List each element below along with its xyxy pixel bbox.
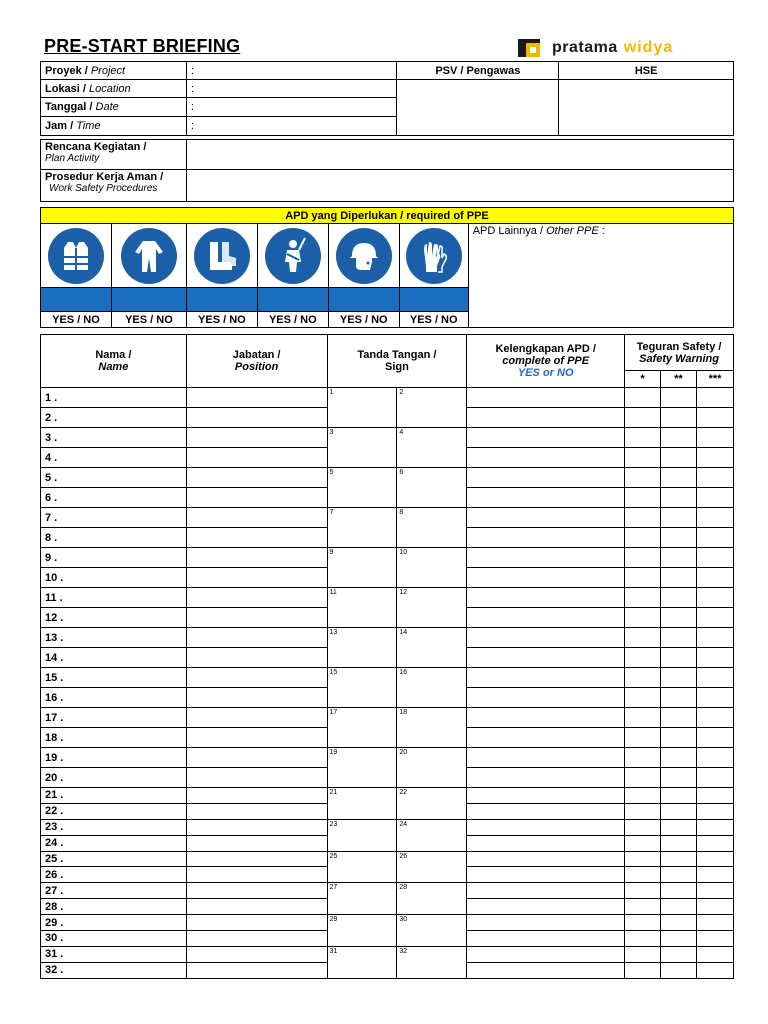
ppe-complete-field[interactable]: [467, 548, 625, 568]
row-number: 29 .: [41, 915, 187, 931]
ppe-yesno-coverall[interactable]: YES / NO: [111, 312, 186, 328]
row-number: 12 .: [41, 608, 187, 628]
warning-field-1[interactable]: [625, 962, 661, 978]
row-number: 17 .: [41, 708, 187, 728]
table-row: [41, 388, 734, 408]
sign-box[interactable]: 5: [327, 468, 397, 508]
warning-field-2[interactable]: [661, 946, 697, 962]
row-number: 13 .: [41, 628, 187, 648]
warning-field-2[interactable]: [661, 915, 697, 931]
warning-field-1[interactable]: [625, 688, 661, 708]
warning-field-3[interactable]: [696, 628, 733, 648]
ppe-yesno-helmet[interactable]: YES / NO: [328, 312, 399, 328]
company-logo: [518, 38, 673, 58]
position-field[interactable]: [186, 628, 327, 648]
procedure-field[interactable]: [186, 170, 733, 202]
row-number: 22 .: [41, 803, 187, 819]
helmet-icon: [336, 228, 392, 284]
table-row: [41, 851, 734, 867]
warning-field-1[interactable]: [625, 388, 661, 408]
row-number: 31 .: [41, 946, 187, 962]
warning-field-3[interactable]: [696, 548, 733, 568]
sign-box[interactable]: 14: [397, 628, 467, 668]
position-field[interactable]: [186, 899, 327, 915]
ppe-complete-field[interactable]: [467, 408, 625, 428]
ppe-yesno-boots[interactable]: YES / NO: [186, 312, 257, 328]
table-row: [41, 628, 734, 648]
ppe-cell-coverall: [111, 224, 186, 288]
warning-field-1[interactable]: [625, 608, 661, 628]
sign-box[interactable]: 21: [327, 788, 397, 820]
row-number: 25 .: [41, 851, 187, 867]
ppe-complete-field[interactable]: [467, 748, 625, 768]
table-row: [41, 915, 734, 931]
warning-col-1: *: [625, 371, 661, 388]
warning-field-3[interactable]: [696, 768, 733, 788]
procedure-label: Prosedur Kerja Aman / Work Safety Procedures: [41, 170, 187, 202]
position-field[interactable]: [186, 931, 327, 947]
position-field[interactable]: [186, 608, 327, 628]
warning-field-2[interactable]: [661, 688, 697, 708]
position-field[interactable]: [186, 819, 327, 835]
warning-field-2[interactable]: [661, 528, 697, 548]
warning-field-1[interactable]: [625, 448, 661, 468]
table-row: [41, 946, 734, 962]
row-number: 24 .: [41, 835, 187, 851]
sign-box[interactable]: 18: [397, 708, 467, 748]
warning-field-1[interactable]: [625, 788, 661, 804]
warning-field-1[interactable]: [625, 728, 661, 748]
ppe-complete-field[interactable]: [467, 899, 625, 915]
psv-label: PSV / Pengawas: [397, 62, 559, 80]
ppe-cell-gloves: [399, 224, 468, 288]
warning-field-2[interactable]: [661, 468, 697, 488]
warning-field-1[interactable]: [625, 628, 661, 648]
position-field[interactable]: [186, 946, 327, 962]
warning-field-1[interactable]: [625, 915, 661, 931]
ppe-complete-field[interactable]: [467, 788, 625, 804]
warning-field-2[interactable]: [661, 588, 697, 608]
psv-signature-box[interactable]: [397, 80, 559, 136]
warning-field-2[interactable]: [661, 768, 697, 788]
ppe-complete-field[interactable]: [467, 628, 625, 648]
time-field[interactable]: :: [186, 117, 397, 136]
position-field[interactable]: [186, 548, 327, 568]
position-field[interactable]: [186, 388, 327, 408]
sign-box[interactable]: 29: [327, 915, 397, 947]
table-row: [41, 883, 734, 899]
ppe-complete-field[interactable]: [467, 946, 625, 962]
warning-field-3[interactable]: [696, 648, 733, 668]
position-field[interactable]: [186, 408, 327, 428]
sign-box[interactable]: 28: [397, 883, 467, 915]
warning-field-1[interactable]: [625, 428, 661, 448]
sign-box[interactable]: 16: [397, 668, 467, 708]
warning-field-3[interactable]: [696, 448, 733, 468]
ppe-complete-field[interactable]: [467, 608, 625, 628]
logo-mark-icon: [518, 39, 540, 57]
sign-box[interactable]: 10: [397, 548, 467, 588]
ppe-complete-field[interactable]: [467, 883, 625, 899]
ppe-complete-field[interactable]: [467, 803, 625, 819]
row-number: 6 .: [41, 488, 187, 508]
warning-field-2[interactable]: [661, 608, 697, 628]
ppe-bar-gloves: [399, 288, 468, 312]
warning-field-3[interactable]: [696, 748, 733, 768]
row-number: 27 .: [41, 883, 187, 899]
sign-box[interactable]: 24: [397, 819, 467, 851]
logo-text-pratama: pratama: [552, 39, 618, 56]
row-number: 32 .: [41, 962, 187, 978]
table-row: [41, 748, 734, 768]
ppe-cell-helmet: [328, 224, 399, 288]
project-label: Proyek / Project: [41, 62, 187, 80]
row-number: 2 .: [41, 408, 187, 428]
warning-field-1[interactable]: [625, 668, 661, 688]
warning-field-3[interactable]: [696, 468, 733, 488]
gloves-icon: [406, 228, 462, 284]
position-field[interactable]: [186, 748, 327, 768]
position-field[interactable]: [186, 568, 327, 588]
warning-field-2[interactable]: [661, 867, 697, 883]
position-field[interactable]: [186, 488, 327, 508]
warning-field-2[interactable]: [661, 748, 697, 768]
ppe-complete-field[interactable]: [467, 835, 625, 851]
warning-field-3[interactable]: [696, 962, 733, 978]
warning-field-2[interactable]: [661, 428, 697, 448]
sign-box[interactable]: 7: [327, 508, 397, 548]
position-field[interactable]: [186, 835, 327, 851]
warning-field-2[interactable]: [661, 851, 697, 867]
warning-field-3[interactable]: [696, 668, 733, 688]
ppe-bar-vest: [41, 288, 112, 312]
table-row: [41, 668, 734, 688]
position-field[interactable]: [186, 528, 327, 548]
position-field[interactable]: [186, 851, 327, 867]
row-number: 5 .: [41, 468, 187, 488]
sign-box[interactable]: 31: [327, 946, 397, 978]
warning-field-3[interactable]: [696, 528, 733, 548]
date-label: Tanggal / Date: [41, 98, 187, 117]
warning-field-1[interactable]: [625, 803, 661, 819]
warning-field-1[interactable]: [625, 508, 661, 528]
row-number: 16 .: [41, 688, 187, 708]
ppe-yesno-vest[interactable]: YES / NO: [41, 312, 112, 328]
warning-col-3: ***: [696, 371, 733, 388]
ppe-complete-field[interactable]: [467, 915, 625, 931]
warning-field-1[interactable]: [625, 648, 661, 668]
row-number: 20 .: [41, 768, 187, 788]
ppe-complete-field[interactable]: [467, 428, 625, 448]
position-field[interactable]: [186, 803, 327, 819]
ppe-complete-field[interactable]: [467, 819, 625, 835]
warning-field-1[interactable]: [625, 748, 661, 768]
warning-field-2[interactable]: [661, 899, 697, 915]
warning-field-2[interactable]: [661, 448, 697, 468]
warning-field-1[interactable]: [625, 408, 661, 428]
sign-box[interactable]: 19: [327, 748, 397, 788]
warning-field-1[interactable]: [625, 931, 661, 947]
row-number: 30 .: [41, 931, 187, 947]
page-title: PRE-START BRIEFING: [44, 36, 241, 56]
warning-field-3[interactable]: [696, 803, 733, 819]
ppe-complete-field[interactable]: [467, 528, 625, 548]
position-field[interactable]: [186, 962, 327, 978]
ppe-complete-field[interactable]: [467, 588, 625, 608]
warning-field-2[interactable]: [661, 648, 697, 668]
sign-box[interactable]: 22: [397, 788, 467, 820]
ppe-complete-field[interactable]: [467, 488, 625, 508]
row-number: 28 .: [41, 899, 187, 915]
harness-icon: [265, 228, 321, 284]
location-label: Lokasi / Location: [41, 80, 187, 98]
sign-header: Tanda Tangan / Sign: [327, 335, 467, 388]
row-number: 21 .: [41, 788, 187, 804]
warning-field-1[interactable]: [625, 548, 661, 568]
ppe-complete-field[interactable]: [467, 468, 625, 488]
ppe-complete-field[interactable]: [467, 708, 625, 728]
sign-box[interactable]: 8: [397, 508, 467, 548]
position-field[interactable]: [186, 768, 327, 788]
row-number: 14 .: [41, 648, 187, 668]
warning-field-3[interactable]: [696, 899, 733, 915]
row-number: 15 .: [41, 668, 187, 688]
ppe-complete-field[interactable]: [467, 728, 625, 748]
info-table: [40, 61, 734, 136]
ppe-complete-field[interactable]: [467, 867, 625, 883]
warning-field-3[interactable]: [696, 883, 733, 899]
warning-field-1[interactable]: [625, 488, 661, 508]
warning-field-2[interactable]: [661, 708, 697, 728]
warning-field-2[interactable]: [661, 668, 697, 688]
sign-box[interactable]: 9: [327, 548, 397, 588]
date-field[interactable]: :: [186, 98, 397, 117]
warning-field-2[interactable]: [661, 408, 697, 428]
position-field[interactable]: [186, 448, 327, 468]
sign-box[interactable]: 11: [327, 588, 397, 628]
row-number: 1 .: [41, 388, 187, 408]
sign-box[interactable]: 20: [397, 748, 467, 788]
ppe-cell-vest: [41, 224, 112, 288]
plan-field[interactable]: [186, 140, 733, 170]
position-field[interactable]: [186, 668, 327, 688]
position-field[interactable]: [186, 648, 327, 668]
project-field[interactable]: :: [186, 62, 397, 80]
position-field[interactable]: [186, 588, 327, 608]
row-number: 23 .: [41, 819, 187, 835]
position-field[interactable]: [186, 428, 327, 448]
position-field[interactable]: [186, 867, 327, 883]
warning-field-3[interactable]: [696, 688, 733, 708]
plan-table: [40, 139, 734, 202]
sign-box[interactable]: 6: [397, 468, 467, 508]
position-field[interactable]: [186, 728, 327, 748]
row-number: 7 .: [41, 508, 187, 528]
ppe-complete-field[interactable]: [467, 688, 625, 708]
position-field[interactable]: [186, 788, 327, 804]
warning-field-3[interactable]: [696, 708, 733, 728]
sign-box[interactable]: 17: [327, 708, 397, 748]
boots-icon: [194, 228, 250, 284]
ppe-header: APD yang Diperlukan / required of PPE: [41, 208, 734, 224]
position-field[interactable]: [186, 915, 327, 931]
row-number: 19 .: [41, 748, 187, 768]
ppe-yesno-gloves[interactable]: YES / NO: [399, 312, 468, 328]
table-row: [41, 548, 734, 568]
row-number: 4 .: [41, 448, 187, 468]
position-field[interactable]: [186, 688, 327, 708]
warning-field-3[interactable]: [696, 608, 733, 628]
sign-box[interactable]: 15: [327, 668, 397, 708]
warning-field-3[interactable]: [696, 428, 733, 448]
warning-field-3[interactable]: [696, 819, 733, 835]
sign-box[interactable]: 32: [397, 946, 467, 978]
ppe-complete-field[interactable]: [467, 568, 625, 588]
warning-field-1[interactable]: [625, 867, 661, 883]
other-ppe-field[interactable]: APD Lainnya / Other PPE :: [468, 224, 733, 328]
hse-label: HSE: [559, 62, 734, 80]
warning-field-1[interactable]: [625, 883, 661, 899]
table-row: [41, 428, 734, 448]
warning-field-3[interactable]: [696, 867, 733, 883]
ppe-complete-field[interactable]: [467, 388, 625, 408]
warning-field-2[interactable]: [661, 883, 697, 899]
ppe-complete-field[interactable]: [467, 851, 625, 867]
sign-box[interactable]: 13: [327, 628, 397, 668]
warning-field-1[interactable]: [625, 528, 661, 548]
ppe-complete-field[interactable]: [467, 448, 625, 468]
warning-field-3[interactable]: [696, 931, 733, 947]
warning-field-2[interactable]: [661, 488, 697, 508]
sign-box[interactable]: 3: [327, 428, 397, 468]
warning-field-3[interactable]: [696, 588, 733, 608]
warning-field-1[interactable]: [625, 899, 661, 915]
warning-field-2[interactable]: [661, 819, 697, 835]
warning-field-2[interactable]: [661, 628, 697, 648]
position-field[interactable]: [186, 883, 327, 899]
warning-field-1[interactable]: [625, 835, 661, 851]
warning-field-3[interactable]: [696, 835, 733, 851]
row-number: 3 .: [41, 428, 187, 448]
warning-field-1[interactable]: [625, 568, 661, 588]
row-number: 8 .: [41, 528, 187, 548]
ppe-complete-header: Kelengkapan APD / complete of PPE YES or NO: [467, 335, 625, 388]
sign-box[interactable]: 12: [397, 588, 467, 628]
ppe-table: [40, 207, 734, 328]
hse-signature-box[interactable]: [559, 80, 734, 136]
ppe-complete-field[interactable]: [467, 931, 625, 947]
warning-field-1[interactable]: [625, 468, 661, 488]
warning-field-3[interactable]: [696, 508, 733, 528]
warning-field-2[interactable]: [661, 835, 697, 851]
warning-field-1[interactable]: [625, 588, 661, 608]
ppe-complete-field[interactable]: [467, 962, 625, 978]
table-row: [41, 819, 734, 835]
warning-field-3[interactable]: [696, 851, 733, 867]
position-field[interactable]: [186, 708, 327, 728]
warning-field-2[interactable]: [661, 962, 697, 978]
logo-text-widya: widya: [623, 39, 674, 56]
ppe-complete-field[interactable]: [467, 648, 625, 668]
warning-field-3[interactable]: [696, 568, 733, 588]
sign-box[interactable]: 4: [397, 428, 467, 468]
ppe-complete-field[interactable]: [467, 768, 625, 788]
vest-icon: [48, 228, 104, 284]
warning-field-1[interactable]: [625, 851, 661, 867]
warning-col-2: **: [661, 371, 697, 388]
ppe-cell-boots: [186, 224, 257, 288]
row-number: 18 .: [41, 728, 187, 748]
plan-label: Rencana Kegiatan / Plan Activity: [41, 140, 187, 170]
attendance-table: [40, 334, 734, 979]
sign-box[interactable]: 1: [327, 388, 397, 428]
name-header: Nama / Name: [41, 335, 187, 388]
warning-field-1[interactable]: [625, 708, 661, 728]
table-row: [41, 788, 734, 804]
warning-field-3[interactable]: [696, 388, 733, 408]
ppe-bar-helmet: [328, 288, 399, 312]
warning-field-2[interactable]: [661, 788, 697, 804]
sign-box[interactable]: 2: [397, 388, 467, 428]
warning-field-2[interactable]: [661, 508, 697, 528]
sign-box[interactable]: 23: [327, 819, 397, 851]
warning-field-1[interactable]: [625, 946, 661, 962]
warning-field-2[interactable]: [661, 388, 697, 408]
warning-field-3[interactable]: [696, 946, 733, 962]
ppe-yesno-harness[interactable]: YES / NO: [257, 312, 328, 328]
position-field[interactable]: [186, 468, 327, 488]
warning-field-3[interactable]: [696, 728, 733, 748]
coverall-icon: [121, 228, 177, 284]
ppe-bar-harness: [257, 288, 328, 312]
time-label: Jam / Time: [41, 117, 187, 136]
ppe-cell-harness: [257, 224, 328, 288]
warning-field-2[interactable]: [661, 568, 697, 588]
table-row: [41, 508, 734, 528]
table-row: [41, 588, 734, 608]
warning-field-3[interactable]: [696, 408, 733, 428]
row-number: 26 .: [41, 867, 187, 883]
warning-field-3[interactable]: [696, 788, 733, 804]
warning-field-2[interactable]: [661, 728, 697, 748]
sign-box[interactable]: 25: [327, 851, 397, 883]
warning-field-3[interactable]: [696, 488, 733, 508]
warning-field-3[interactable]: [696, 915, 733, 931]
table-row: [41, 708, 734, 728]
ppe-bar-boots: [186, 288, 257, 312]
sign-box[interactable]: 30: [397, 915, 467, 947]
location-field[interactable]: :: [186, 80, 397, 98]
position-field[interactable]: [186, 508, 327, 528]
sign-box[interactable]: 27: [327, 883, 397, 915]
row-number: 11 .: [41, 588, 187, 608]
warning-field-1[interactable]: [625, 819, 661, 835]
warning-field-2[interactable]: [661, 548, 697, 568]
sign-box[interactable]: 26: [397, 851, 467, 883]
warning-header: Teguran Safety / Safety Warning: [625, 335, 734, 371]
warning-field-2[interactable]: [661, 803, 697, 819]
row-number: 9 .: [41, 548, 187, 568]
position-header: Jabatan / Position: [186, 335, 327, 388]
warning-field-1[interactable]: [625, 768, 661, 788]
ppe-bar-coverall: [111, 288, 186, 312]
ppe-complete-field[interactable]: [467, 508, 625, 528]
warning-field-2[interactable]: [661, 931, 697, 947]
ppe-complete-field[interactable]: [467, 668, 625, 688]
row-number: 10 .: [41, 568, 187, 588]
table-row: [41, 468, 734, 488]
